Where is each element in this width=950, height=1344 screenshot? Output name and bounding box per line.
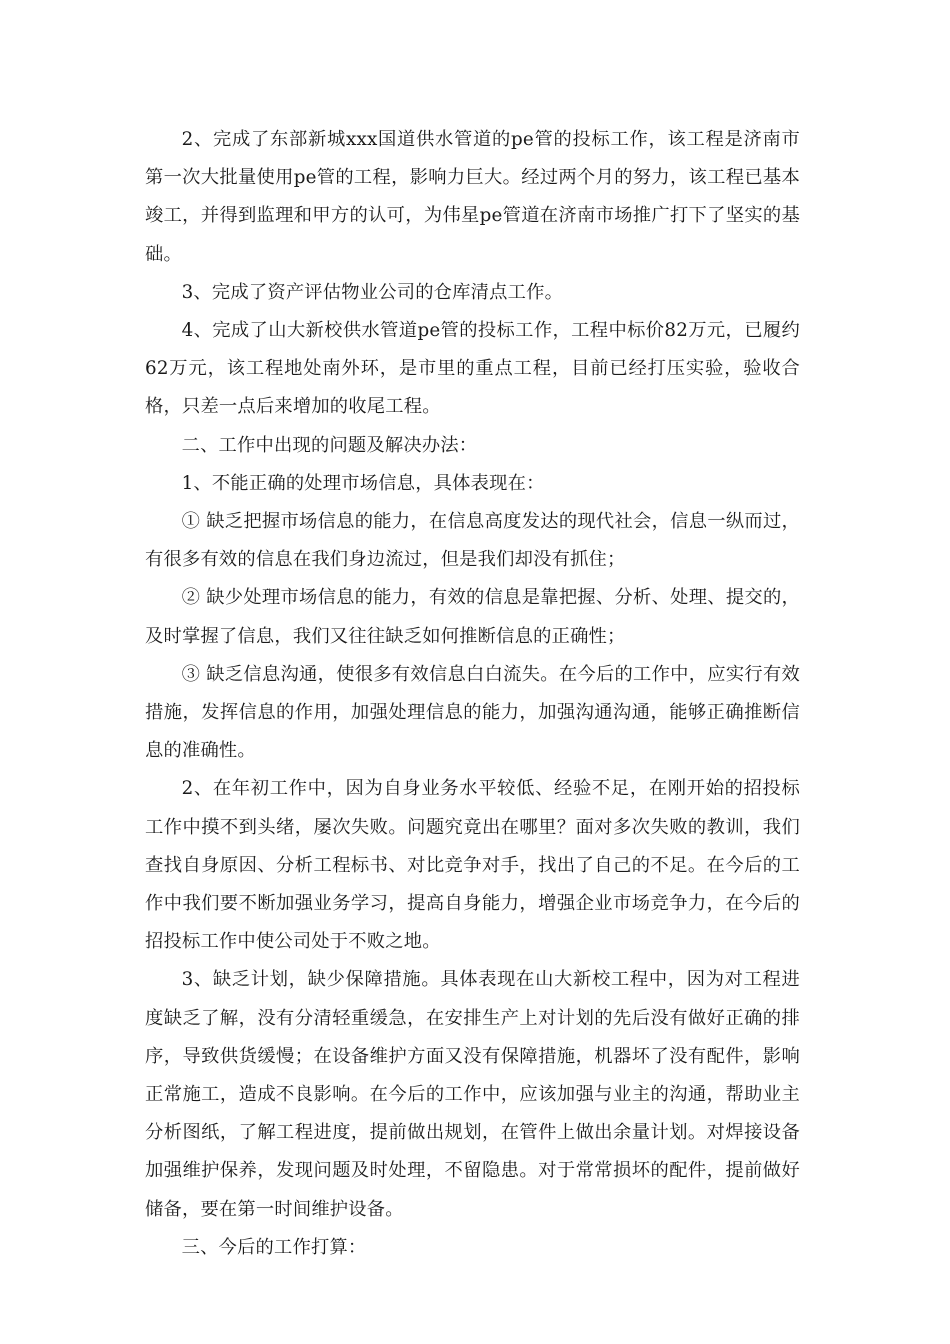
paragraph-problem-1: 1、不能正确的处理市场信息，具体表现在： [181,472,545,494]
section-heading-problems: 二、工作中出现的问题及解决办法： [181,434,478,456]
paragraph-subpoint-2: ② 缺少处理市场信息的能力，有效的信息是靠把握、分析、处理、提交的，及时掌握了信息，我们又往往缺乏如何推断信息的正确性； [145,587,800,647]
document-body [145,121,800,1267]
paragraph-subpoint-1: ① 缺乏把握市场信息的能力，在信息高度发达的现代社会，信息一纵而过，有很多有效的信息在我们身边流过，但是我们却没有抓住； [145,511,800,571]
section-heading-plans: 三、今后的工作打算： [181,1236,367,1258]
paragraph-item-4-completed: 4、完成了山大新校供水管道pe管的投标工作，工程中标价82万元，已履约62万元，该工程地处南外环，是市里的重点工程，目前已经打压实验，验收合格，只差一点后来增加的收尾工程。 [145,320,800,418]
paragraph-item-2-completed: 2、完成了东部新城xxx国道供水管道的pe管的投标工作，该工程是济南市第一次大批量使用pe管的工程，影响力巨大。经过两个月的努力，该工程已基本竣工，并得到监理和甲方的认可，为伟星pe管道在济南市场推广打下了坚实的基础。 [145,129,800,265]
paragraph-problem-2: 2、在年初工作中，因为自身业务水平较低、经验不足，在刚开始的招投标工作中摸不到头绪，屡次失败。问题究竟出在哪里？面对多次失败的教训，我们查找自身原因、分析工程标书、对比竞争对手，找出了自己的不足。在今后的工作中我们要不断加强业务学习，提高自身能力，增强企业市场竞争力，在今后的招投标工作中使公司处于不败之地。 [145,778,800,953]
paragraph-subpoint-3: ③ 缺乏信息沟通，使很多有效信息白白流失。在今后的工作中，应实行有效措施，发挥信息的作用，加强处理信息的能力，加强沟通沟通，能够正确推断信息的准确性。 [145,663,800,762]
paragraph-item-3-completed: 3、完成了资产评估物业公司的仓库清点工作。 [181,281,564,303]
paragraph-problem-3: 3、缺乏计划，缺少保障措施。具体表现在山大新校工程中，因为对工程进度缺乏了解，没有分清轻重缓急，在安排生产上对计划的先后没有做好正确的排序，导致供货缓慢；在设备维护方面又没有保障措施，机器坏了没有配件，影响正常施工，造成不良影响。在今后的工作中，应该加强与业主的沟通，帮助业主分析图纸，了解工程进度，提前做出规划，在管件上做出余量计划。对焊接设备加强维护保养，发现问题及时处理，不留隐患。对于常常损坏的配件，提前做好储备，要在第一时间维护设备。 [145,969,800,1220]
